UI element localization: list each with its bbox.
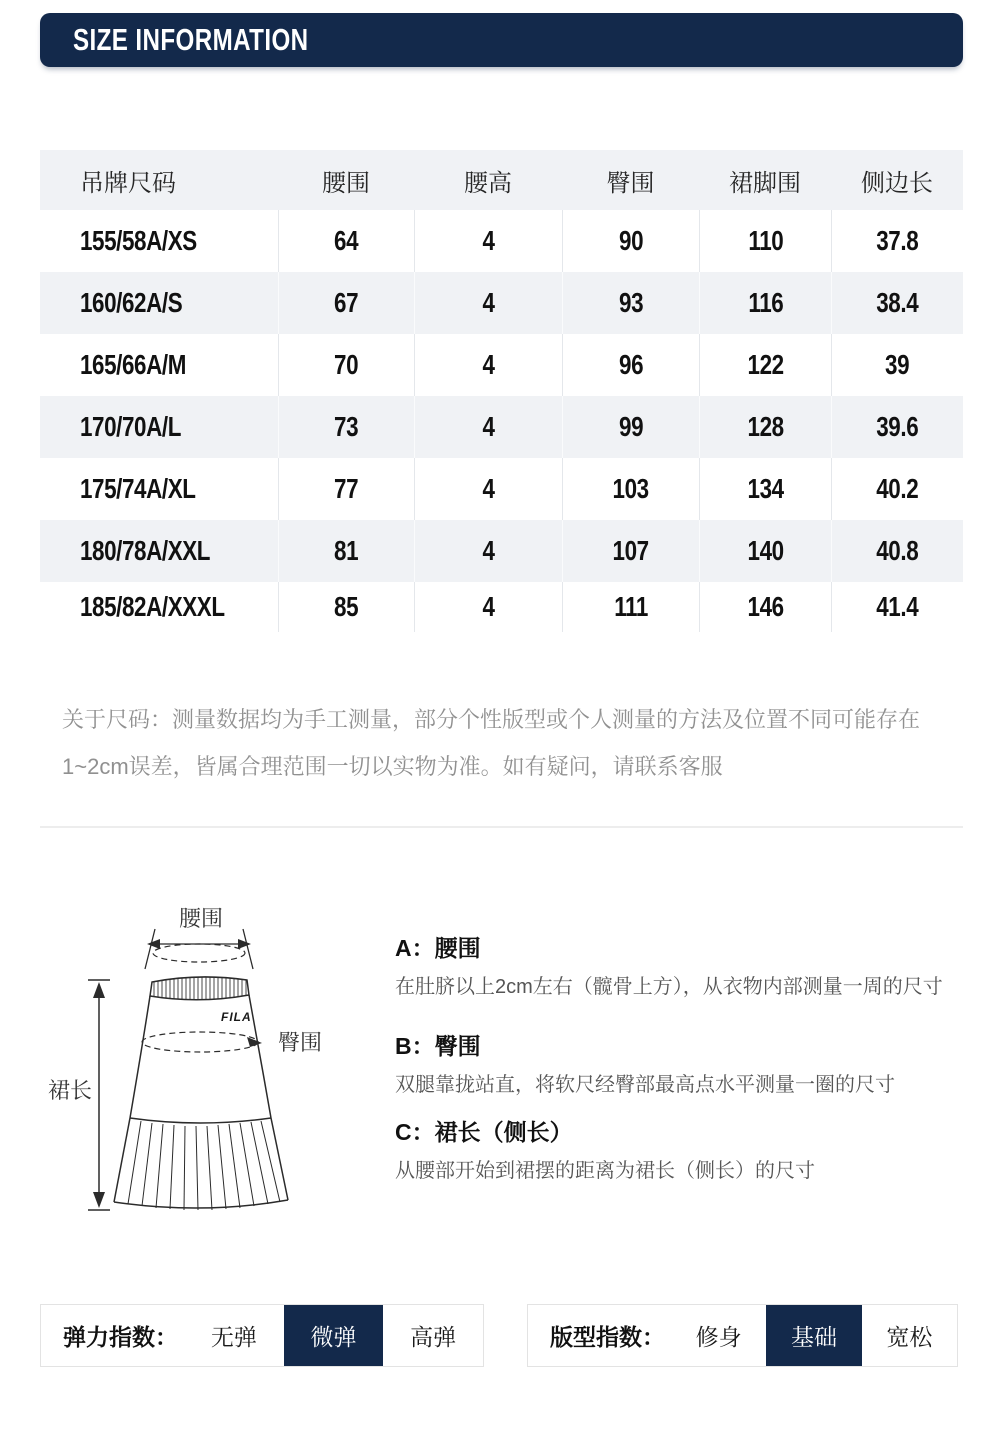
hip-value: 93	[618, 287, 644, 318]
side-length-value: 38.4	[876, 287, 919, 318]
hip-value: 90	[618, 225, 644, 256]
elasticity-options	[184, 1305, 483, 1366]
waist-value: 67	[334, 287, 359, 318]
fit-option-slim: 修身	[695, 1324, 742, 1350]
hip-value: 96	[618, 349, 644, 380]
size-label: 185/82A/XXXL	[80, 591, 225, 622]
side-length-value: 39.6	[876, 411, 919, 442]
skirt-diagram-icon	[40, 895, 370, 1250]
elasticity-option-slight-selected: 微弹	[284, 1305, 384, 1366]
elasticity-index-label: 弹力指数：	[63, 1324, 178, 1350]
column-header-hip: 臀围	[606, 169, 655, 197]
hem-value: 128	[747, 411, 784, 442]
side-length-value: 40.8	[876, 535, 919, 566]
size-table	[40, 150, 963, 632]
table-row	[40, 334, 963, 396]
column-header-side-length: 侧边长	[861, 169, 933, 197]
fit-index-box	[527, 1304, 958, 1367]
guide-waist-desc: 在肚脐以上2cm左右（髋骨上方），从衣物内部测量一周的尺寸	[395, 976, 943, 998]
size-note: 关于尺码：测量数据均为手工测量，部分个性版型或个人测量的方法及位置不同可能存在1~2cm误差，皆属合理范围一切以实物为准。如有疑问，请联系客服	[62, 707, 921, 779]
section-divider	[40, 826, 963, 828]
guide-waist-title: A：腰围	[395, 935, 481, 961]
fit-option-loose: 宽松	[886, 1324, 933, 1350]
waist-label: 腰围	[179, 906, 224, 931]
table-row	[40, 582, 963, 632]
table-header-row	[40, 150, 963, 210]
guide-hip-desc: 双腿靠拢站直，将软尺经臀部最高点水平测量一圈的尺寸	[395, 1074, 895, 1096]
fit-options	[671, 1305, 957, 1366]
table-row	[40, 520, 963, 582]
waist-value: 70	[334, 349, 359, 380]
size-label: 160/62A/S	[80, 287, 183, 318]
guide-hip-title: B：臀围	[395, 1033, 481, 1059]
side-length-value: 39	[885, 349, 910, 380]
hem-value: 122	[747, 349, 784, 380]
waist-height-value: 4	[482, 535, 495, 566]
hem-value: 110	[748, 225, 783, 256]
hem-value: 134	[747, 473, 784, 504]
waist-value: 81	[334, 535, 359, 566]
table-row	[40, 272, 963, 334]
waist-height-value: 4	[482, 411, 495, 442]
column-header-size: 吊牌尺码	[80, 169, 176, 197]
elasticity-index-box	[40, 1304, 484, 1367]
hip-value: 111	[614, 591, 648, 622]
hip-value: 103	[612, 473, 650, 504]
guide-section-length	[395, 1114, 970, 1186]
side-length-value: 37.8	[876, 225, 919, 256]
size-label: 165/66A/M	[80, 349, 186, 380]
waist-value: 77	[334, 473, 359, 504]
hip-value: 99	[618, 411, 644, 442]
waist-height-value: 4	[482, 287, 495, 318]
waist-height-value: 4	[482, 225, 495, 256]
guide-length-desc: 从腰部开始到裙摆的距离为裙长（侧长）的尺寸	[395, 1160, 815, 1182]
brand-logo: FILA	[221, 1010, 252, 1024]
section-title: SIZE INFORMATION	[73, 22, 309, 57]
waist-value: 85	[334, 591, 359, 622]
elasticity-option-none: 无弹	[210, 1324, 257, 1350]
guide-section-waist	[395, 930, 970, 1002]
hem-value: 140	[747, 535, 784, 566]
side-length-value: 40.2	[876, 473, 919, 504]
column-header-waist: 腰围	[322, 169, 370, 197]
hem-value: 116	[748, 287, 783, 318]
guide-length-title: C：裙长（侧长）	[395, 1119, 573, 1145]
fit-index-label: 版型指数：	[550, 1324, 665, 1350]
fit-option-basic-selected: 基础	[766, 1305, 861, 1366]
size-label: 180/78A/XXL	[80, 535, 211, 566]
skirt-length-label: 裙长	[48, 1078, 93, 1103]
section-title-bar	[40, 13, 963, 67]
skirt-diagram	[40, 895, 370, 1250]
table-row	[40, 458, 963, 520]
waist-value: 73	[334, 411, 359, 442]
size-label: 170/70A/L	[80, 411, 181, 442]
waist-height-value: 4	[482, 591, 495, 622]
side-length-value: 41.4	[876, 591, 919, 622]
waist-height-value: 4	[482, 349, 495, 380]
waist-height-value: 4	[482, 473, 495, 504]
table-row	[40, 210, 963, 272]
waist-value: 64	[334, 225, 359, 256]
hip-label: 臀围	[278, 1030, 323, 1055]
table-row	[40, 396, 963, 458]
hem-value: 146	[747, 591, 784, 622]
hip-value: 107	[612, 535, 650, 566]
guide-section-hip	[395, 1028, 970, 1100]
size-label: 155/58A/XS	[80, 225, 197, 256]
elasticity-option-high: 高弹	[410, 1324, 457, 1350]
size-label: 175/74A/XL	[80, 473, 196, 504]
column-header-hem: 裙脚围	[729, 169, 801, 197]
column-header-waist-height: 腰高	[464, 169, 512, 197]
